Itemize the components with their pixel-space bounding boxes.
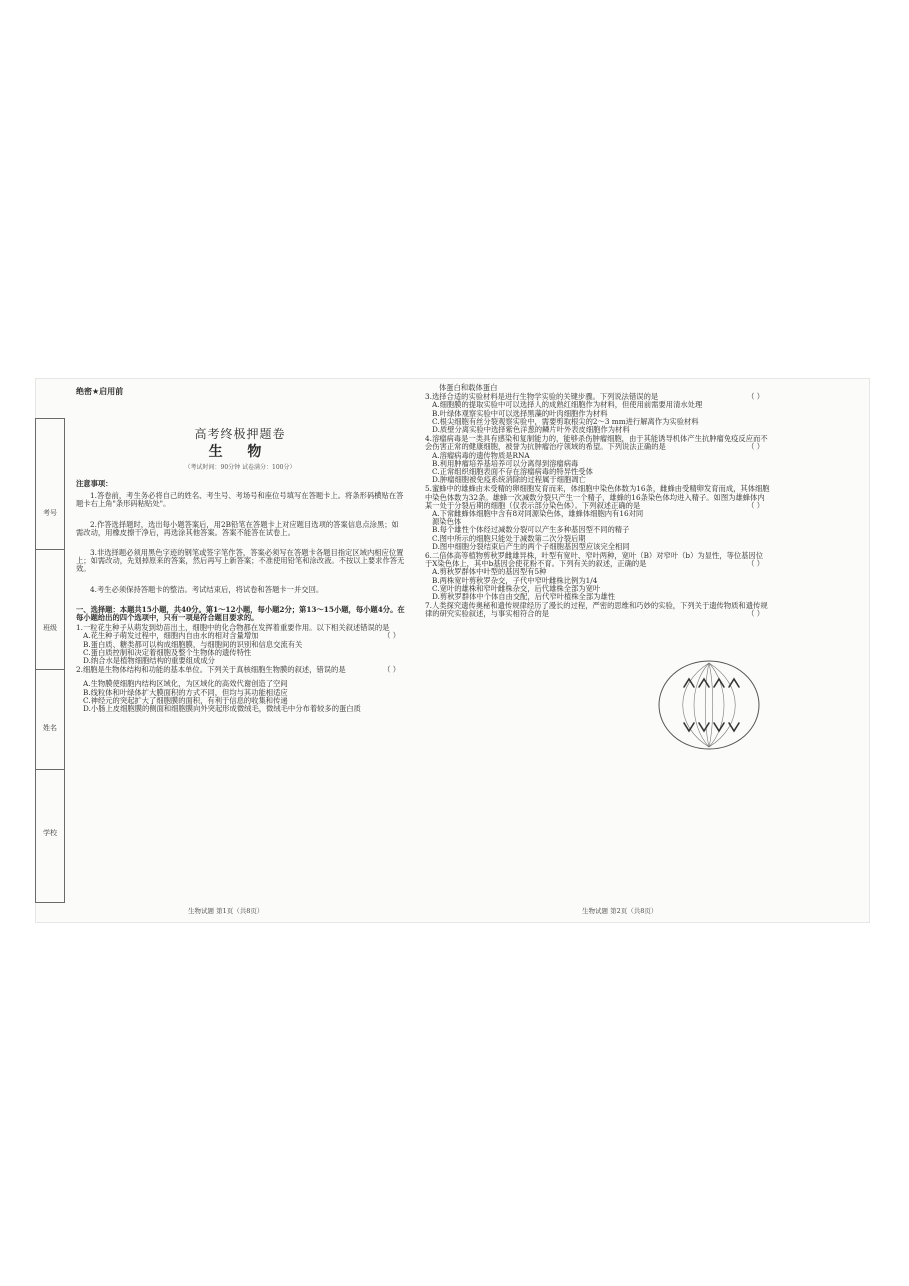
left-column — [76, 480, 406, 713]
binding-margin — [35, 418, 65, 903]
cell-division-figure — [654, 655, 764, 755]
subject-title: 生 物 — [208, 444, 272, 460]
question-stem: 3.选择合适的实验材料是进行生物学实验的关键步骤。下列说法错误的是 （ ） — [425, 393, 770, 401]
secret-label: 绝密★启用前 — [76, 387, 124, 396]
question-option: D.肿瘤细胞被免疫系统消除的过程属于细胞凋亡 — [432, 475, 586, 485]
answer-bracket: （ ） — [747, 442, 764, 452]
question-option: B.线粒体和叶绿体扩大膜面积的方式不同，但均与其功能相适应 — [83, 687, 288, 697]
question-option: B.利用肿瘤培养基培养可以分离得到溶瘤病毒 — [432, 458, 579, 468]
carry-over-text: 体蛋白和载体蛋白 — [439, 383, 498, 392]
question-option: C.根尖细胞有丝分裂观察实验中，需要剪取根尖的2～3 mm进行解离作为实验材料 — [432, 416, 699, 426]
question-option: B.两株宽叶剪秋罗杂交，子代中窄叶雌株比例为1/4 — [432, 575, 598, 585]
binding-field: 学校 — [43, 829, 57, 837]
binding-field: 姓名 — [43, 724, 57, 732]
question-option: A.剪秋罗群体中叶型的基因型有5种 — [432, 567, 547, 577]
right-column — [425, 384, 770, 619]
page-title: 高考终极押题卷 — [194, 427, 286, 441]
answer-bracket: （ ） — [383, 631, 400, 641]
question-option: B.叶绿体观察实验中可以选择黑藻的叶肉细胞作为材料 — [432, 408, 608, 418]
question-stem: 2.细胞是生物体结构和功能的基本单位。下列关于真核细胞生物膜的叙述，错误的是 （ ） — [76, 666, 406, 674]
question-stem: 4.溶瘤病毒是一类具有感染和复制能力的，能够杀伤肿瘤细胞，由于其能诱导机体产生抗肿瘤免疫反应而不会伤害正常的健康细胞，被誉为抗肿瘤治疗领域的希望。下列说法正确的是 （ ） — [425, 435, 770, 451]
question-option: A.花生种子萌发过程中，细胞内自由水的相对含量增加 — [83, 631, 259, 641]
question-option: A.下常雌蜂体细胞中含有8对同源染色体，雄蜂体细胞内有16对同源染色体 — [432, 509, 644, 527]
question-option: A.溶瘤病毒的遗传物质是RNA — [432, 450, 530, 460]
question-option: B.蛋白质、糖类都可以构成细胞膜，与细胞间的识别和信息交流有关 — [83, 639, 303, 649]
notice-item: 2.作答选择题时，选出每小题答案后，用2B铅笔在答题卡上对应题目选项的答案信息点涂黑；如需改动，用橡皮擦干净后，再选涂其他答案。答案不能答在试卷上。 — [76, 519, 399, 537]
question-option: A.细胞膜的提取实验中可以选择人的成熟红细胞作为材料，但使用前需要用清水处理 — [432, 400, 703, 410]
section-heading: 一、选择题：本题共15小题，共40分。第1～12小题，每小题2分；第13～15小题，每小题4分。在每小题给出的四个选项中，只有一项是符合题目要求的。 — [76, 604, 405, 623]
question-option: C.蛋白质控制和决定着细胞及整个生物体的遗传特性 — [83, 647, 252, 657]
spindle-fibers — [683, 663, 736, 747]
question-option: C.宽叶的雄株和窄叶雌株杂交，后代雄株全部为宽叶 — [432, 583, 601, 593]
notice-heading: 注意事项： — [76, 479, 113, 488]
page-footer-right: 生物试题 第2页（共8页） — [582, 907, 658, 915]
question-option: D.小肠上皮细胞膜的侧面和细胞膜向外突起形成微绒毛，微绒毛中分布着较多的蛋白质 — [83, 704, 361, 714]
question-option: D.纳合水是植物细胞结构的重要组成成分 — [83, 656, 215, 666]
answer-bracket: （ ） — [747, 559, 764, 569]
question-option: C.神经元的突起扩大了细胞膜的面积，有利于信息的收集和传递 — [83, 695, 288, 705]
answer-bracket: （ ） — [747, 609, 764, 619]
exam-info: （考试时间：90分钟 试卷满分：100分） — [184, 464, 296, 471]
binding-field: 考号 — [43, 509, 57, 517]
question-stem: 7.人类探究遗传奥秘和遗传规律经历了漫长的过程，严密的思维和巧妙的实验，下列关于遗传物质和遗传规律的研究实验叙述，与事实相符合的是 （ ） — [425, 602, 770, 618]
question-option: C.正常组织细胞表面不存在溶瘤病毒的特异性受体 — [432, 467, 593, 477]
question-stem: 1.一粒花生种子从萌发到幼苗出土，细胞中的化合物都在发挥着重要作用。以下相关叙述错误的是 （ ） — [76, 624, 406, 632]
notice-item: 4.考生必须保持答题卡的整洁。考试结束后，将试卷和答题卡一并交回。 — [90, 584, 324, 594]
notice-item: 1.答卷前，考生务必将自己的姓名、考生号、考场号和座位号填写在答题卡上。将条形码横贴在答题卡右上角"条形码粘贴处"。 — [76, 491, 404, 509]
chromosomes — [684, 679, 739, 731]
question-option: D.质壁分离实验中选择紫色洋葱的鳞片叶外表皮细胞作为材料 — [432, 425, 630, 435]
notice-item: 3.非选择题必须用黑色字迹的钢笔或签字笔作答，答案必须写在答题卡各题目指定区域内相应位置上；如需改动，先划掉原来的答案，然后再写上新答案；不准使用铅笔和涂改液。不按以上要求作答无效。 — [76, 548, 405, 574]
answer-bracket: （ ） — [383, 665, 400, 675]
binding-field: 班级 — [43, 624, 57, 632]
cell-membrane — [659, 661, 759, 749]
question-option: B.每个雄性个体经过减数分裂可以产生多种基因型不同的精子 — [432, 525, 630, 535]
question-option: D.剪秋罗群体中个体自由交配，后代窄叶植株全部为雄性 — [432, 592, 616, 602]
question-option: C.图中所示的细胞只能处于减数第二次分裂后期 — [432, 533, 586, 543]
answer-bracket: （ ） — [747, 500, 764, 510]
question-stem: 5.蜜蜂中的雄蜂由未受精的卵细胞发育而来，体细胞中染色体数为16条，雌蜂由受精卵发育而成，其体细胞中染色体数为32条。雄蜂一次减数分裂只产生一个精子，雄蜂的16条染色体均进入精子。如图为雄蜂体内某一处于分裂后期的细胞（仅表示部分染色体）。下列叙述正确的是 （ ） — [425, 484, 770, 510]
question-option: D.图中细胞分裂结束后产生的两个子细胞基因型应该完全相同 — [432, 541, 630, 551]
answer-bracket: （ ） — [747, 392, 764, 402]
page-footer-left: 生物试题 第1页（共8页） — [188, 907, 264, 915]
question-stem: 6.二倍体高等植物剪秋罗雌雄异株，叶型有宽叶、窄叶两种，宽叶（B）对窄叶（b）为显性，等位基因位于X染色体上，其中b基因会使花粉不育。下列有关的叙述，正确的是 （ ） — [425, 552, 770, 568]
question-option: A.生物膜使细胞内结构区域化，为区域化的高效代谢创造了空间 — [83, 679, 288, 689]
